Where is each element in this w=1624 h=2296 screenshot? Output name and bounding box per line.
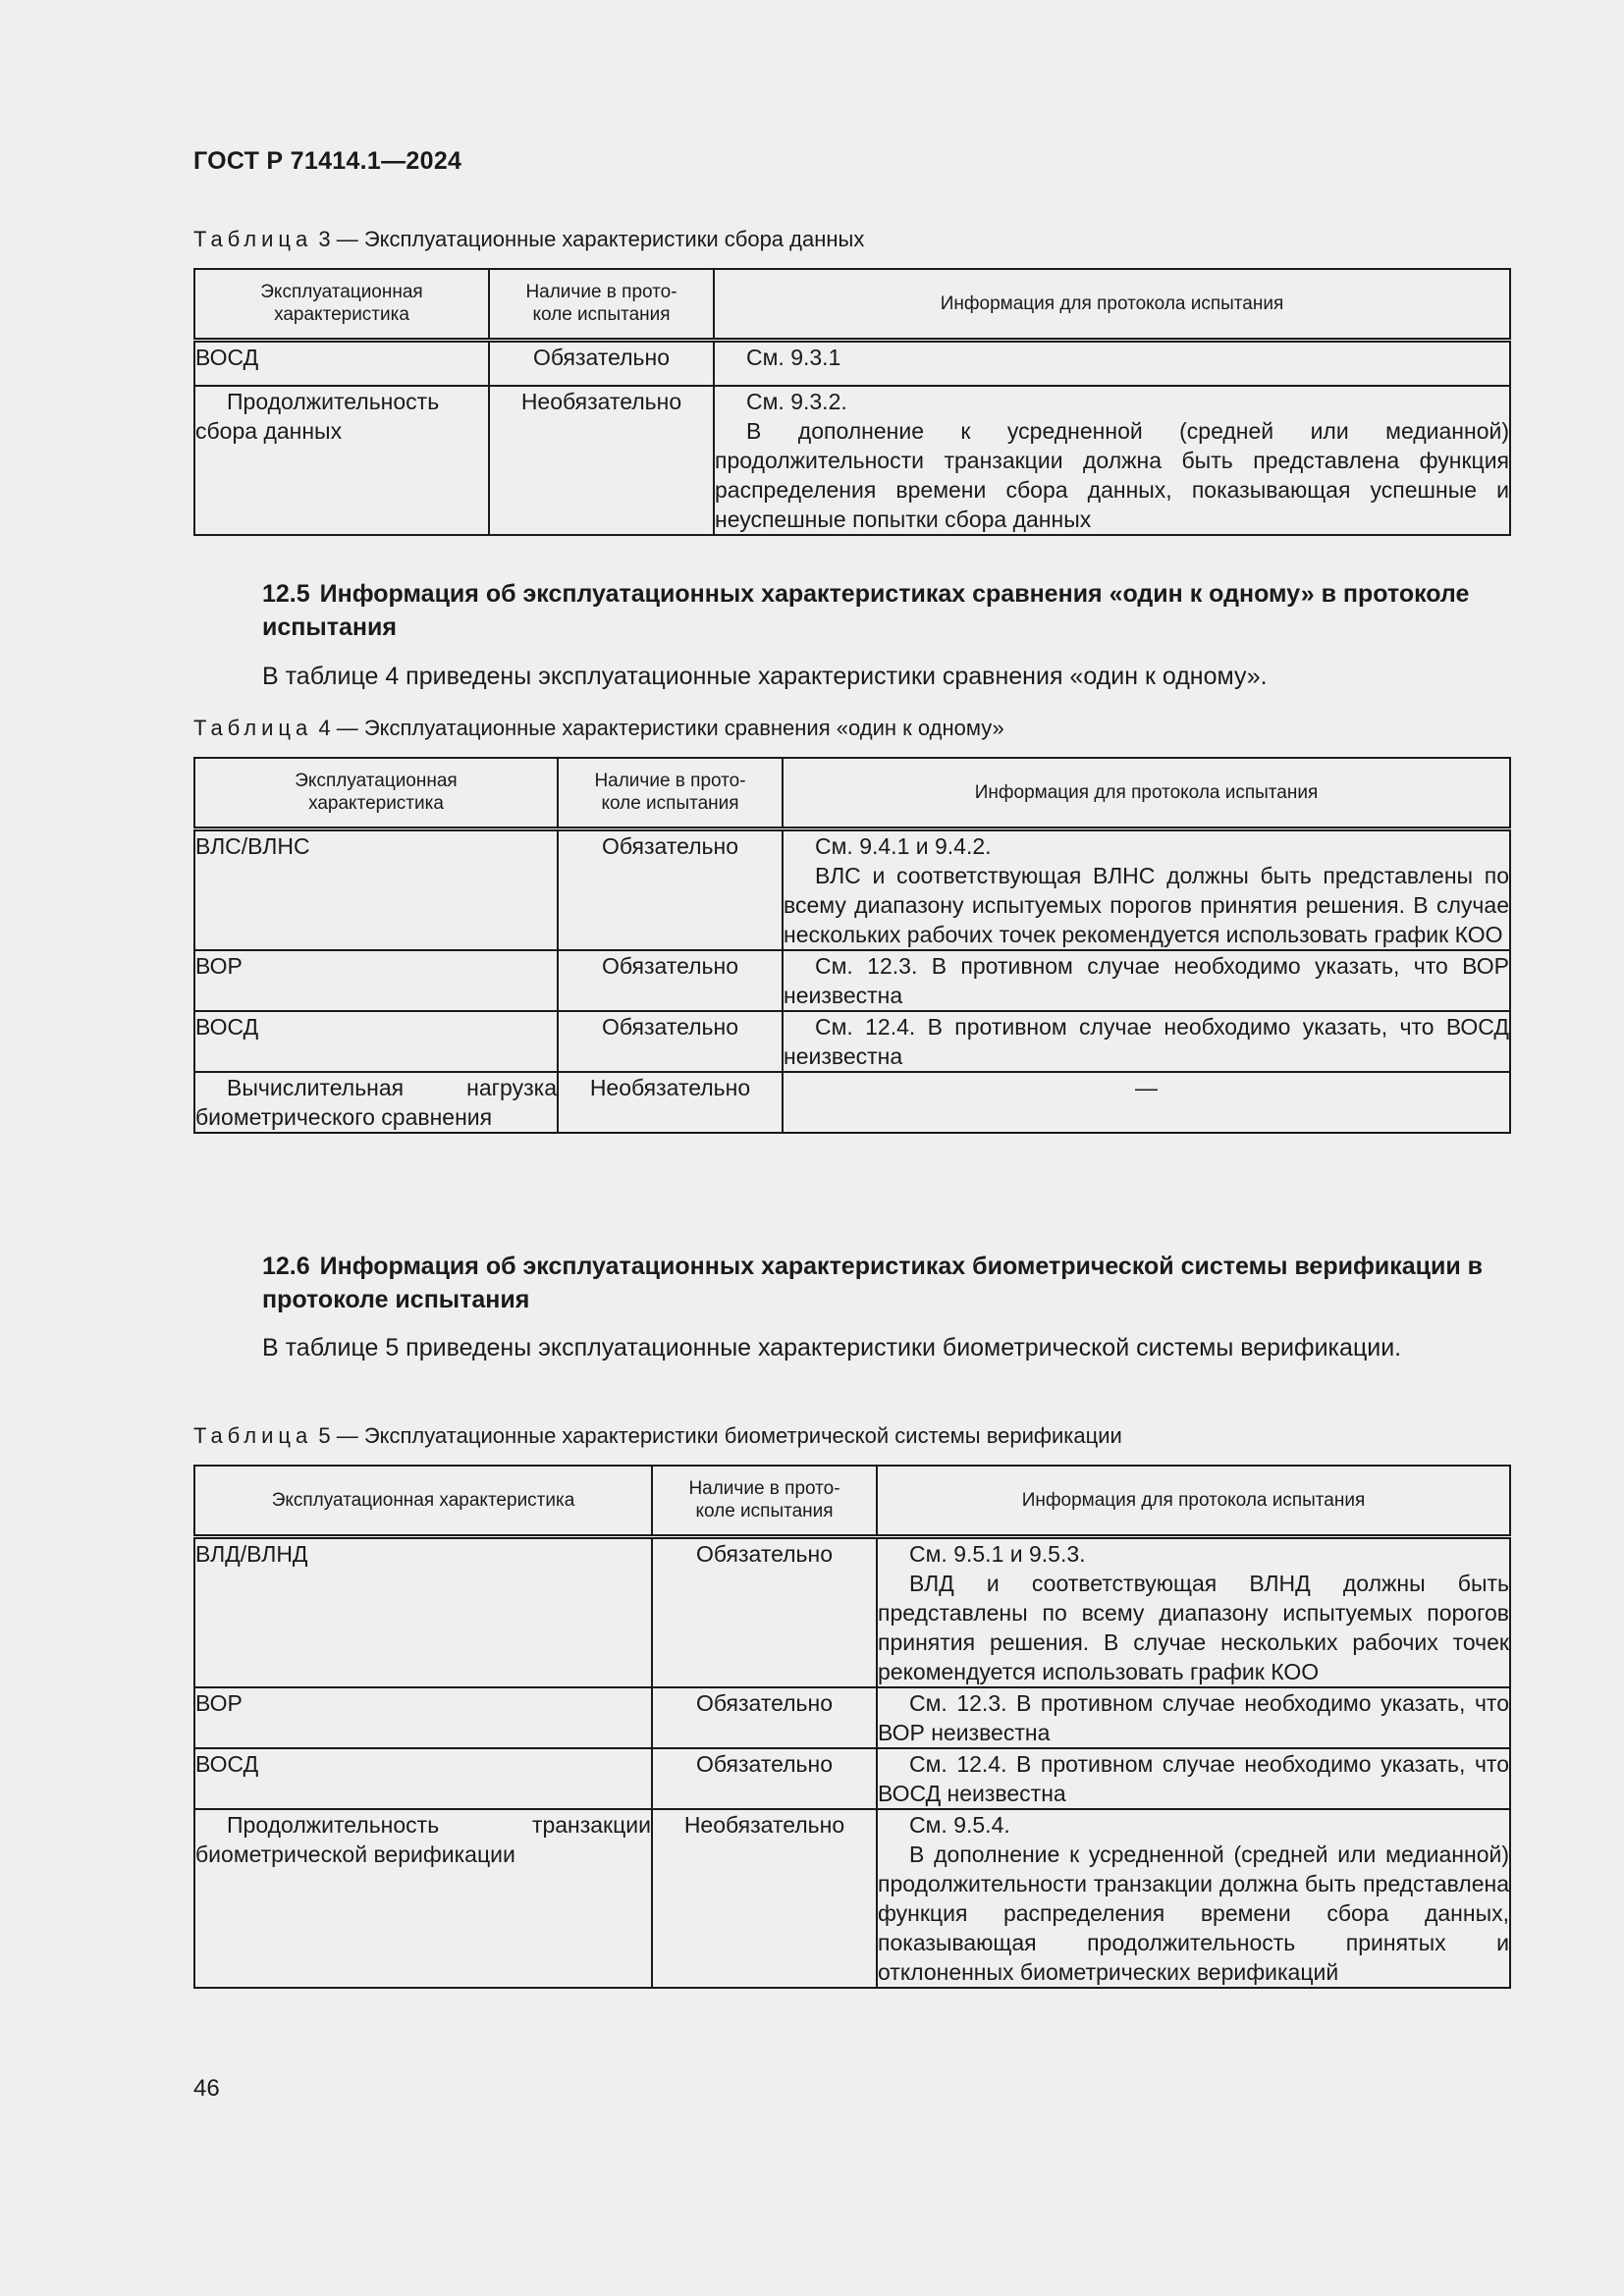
header-info: Информация для протокола испытания (714, 269, 1510, 340)
row-info: — (783, 1072, 1510, 1133)
row-presence: Обязательно (489, 340, 714, 386)
section-12-6-title (262, 1250, 1509, 1316)
row-info (783, 1011, 1510, 1072)
header-info: Информация для протокола испытания (783, 758, 1510, 828)
table-row (194, 950, 1510, 1011)
row-name: Продолжительность сбора данных (194, 386, 489, 535)
table-row (194, 386, 1510, 535)
section-heading: Информация об эксплуатационных характеристиках сравнения «один к одному» в протоколе испытания (262, 580, 1470, 641)
table-header-row (194, 1466, 1510, 1536)
row-presence: Обязательно (652, 1748, 877, 1809)
row-info (877, 1536, 1510, 1687)
row-name: ВЛС/ВЛНС (194, 828, 558, 950)
row-name: ВОСД (194, 1011, 558, 1072)
row-name: ВОСД (194, 340, 489, 386)
caption-text: 4 — Эксплуатационные характеристики сравнения «один к одному» (312, 716, 1004, 740)
caption-text: 5 — Эксплуатационные характеристики биометрической системы верификации (312, 1423, 1122, 1448)
row-presence: Необязательно (652, 1809, 877, 1988)
section-12-6-paragraph: В таблице 5 приведены эксплуатационные характеристики биометрической системы верификации. (262, 1334, 1402, 1362)
row-presence: Обязательно (558, 1011, 783, 1072)
info-line: В дополнение к усредненной (средней или медианной) продолжительности транзакции должна быть представлена функция распределения времени сбора данных, показывающая успешные и неуспешные попытки сбора данных (715, 418, 1509, 532)
header-characteristic: Эксплуатационная характеристика (194, 1466, 652, 1536)
row-name: ВОР (194, 1687, 652, 1748)
row-name: Вычислительная нагрузка биометрического сравнения (194, 1072, 558, 1133)
info-line: См. 12.4. В противном случае необходимо указать, что ВОСД неизвестна (878, 1750, 1509, 1806)
info-line: См. 9.4.1 и 9.4.2. (815, 832, 992, 859)
table-row (194, 1072, 1510, 1133)
header-presence: Наличие в прото-коле испытания (558, 758, 783, 828)
table-row (194, 1536, 1510, 1687)
caption-label: Таблица (193, 227, 313, 251)
info-line: См. 12.3. В противном случае необходимо указать, что ВОР неизвестна (784, 952, 1509, 1008)
section-heading: Информация об эксплуатационных характеристиках биометрической системы верификации в протоколе испытания (262, 1253, 1484, 1313)
table-5 (193, 1465, 1511, 1989)
info-line: ВЛС и соответствующая ВЛНС должны быть представлены по всему диапазону испытуемых порогов принятия решения. В случае нескольких рабочих точек рекомендуется использовать график КОО (784, 862, 1509, 947)
table-5-caption (193, 1423, 1122, 1449)
row-info (877, 1687, 1510, 1748)
row-info (714, 386, 1510, 535)
row-info (714, 340, 1510, 386)
header-presence: Наличие в прото-коле испытания (652, 1466, 877, 1536)
section-number: 12.6 (262, 1253, 310, 1280)
row-presence: Обязательно (652, 1536, 877, 1687)
table-row (194, 1687, 1510, 1748)
document-id: ГОСТ Р 71414.1—2024 (193, 147, 462, 175)
info-line: См. 9.5.1 и 9.5.3. (909, 1540, 1086, 1567)
table-4-caption (193, 716, 1004, 741)
header-presence: Наличие в прото-коле испытания (489, 269, 714, 340)
row-presence: Обязательно (558, 828, 783, 950)
info-line: См. 9.3.1 (746, 344, 841, 370)
info-line: См. 12.4. В противном случае необходимо указать, что ВОСД неизвестна (784, 1013, 1509, 1069)
table-3 (193, 268, 1511, 536)
info-line: В дополнение к усредненной (средней или медианной) продолжительности транзакции должна быть представлена функция распределения времени сбора данных, показывающая продолжительность принятых и отклоненных биометрических верификаций (878, 1841, 1509, 1985)
row-info (877, 1748, 1510, 1809)
caption-label: Таблица (193, 1423, 313, 1448)
section-12-5-paragraph: В таблице 4 приведены эксплуатационные характеристики сравнения «один к одному». (262, 663, 1268, 690)
section-12-5-title (262, 577, 1509, 644)
table-row (194, 1011, 1510, 1072)
info-line: См. 9.5.4. (909, 1811, 1010, 1838)
table-4 (193, 757, 1511, 1134)
table-row (194, 1809, 1510, 1988)
row-presence: Необязательно (558, 1072, 783, 1133)
page-number: 46 (193, 2075, 220, 2102)
header-info: Информация для протокола испытания (877, 1466, 1510, 1536)
table-row (194, 1748, 1510, 1809)
caption-text: 3 — Эксплуатационные характеристики сбора данных (312, 227, 865, 251)
row-info (783, 828, 1510, 950)
header-characteristic: Эксплуатационная характеристика (194, 269, 489, 340)
table-row (194, 340, 1510, 386)
info-line: См. 9.3.2. (746, 389, 847, 414)
section-number: 12.5 (262, 580, 310, 608)
table-header-row (194, 269, 1510, 340)
row-name: ВОСД (194, 1748, 652, 1809)
caption-label: Таблица (193, 716, 313, 740)
row-name: Продолжительность транзакции биометрической верификации (194, 1809, 652, 1988)
row-info (783, 950, 1510, 1011)
table-row (194, 828, 1510, 950)
table-3-caption (193, 227, 864, 252)
row-presence: Обязательно (652, 1687, 877, 1748)
header-characteristic: Эксплуатационная характеристика (194, 758, 558, 828)
row-name: ВЛД/ВЛНД (194, 1536, 652, 1687)
row-name: ВОР (194, 950, 558, 1011)
row-presence: Необязательно (489, 386, 714, 535)
info-line: См. 12.3. В противном случае необходимо указать, что ВОР неизвестна (878, 1689, 1509, 1745)
info-line: ВЛД и соответствующая ВЛНД должны быть представлены по всему диапазону испытуемых порогов принятия решения. В случае нескольких рабочих точек рекомендуется использовать график КОО (878, 1570, 1509, 1684)
row-presence: Обязательно (558, 950, 783, 1011)
table-header-row (194, 758, 1510, 828)
row-info (877, 1809, 1510, 1988)
